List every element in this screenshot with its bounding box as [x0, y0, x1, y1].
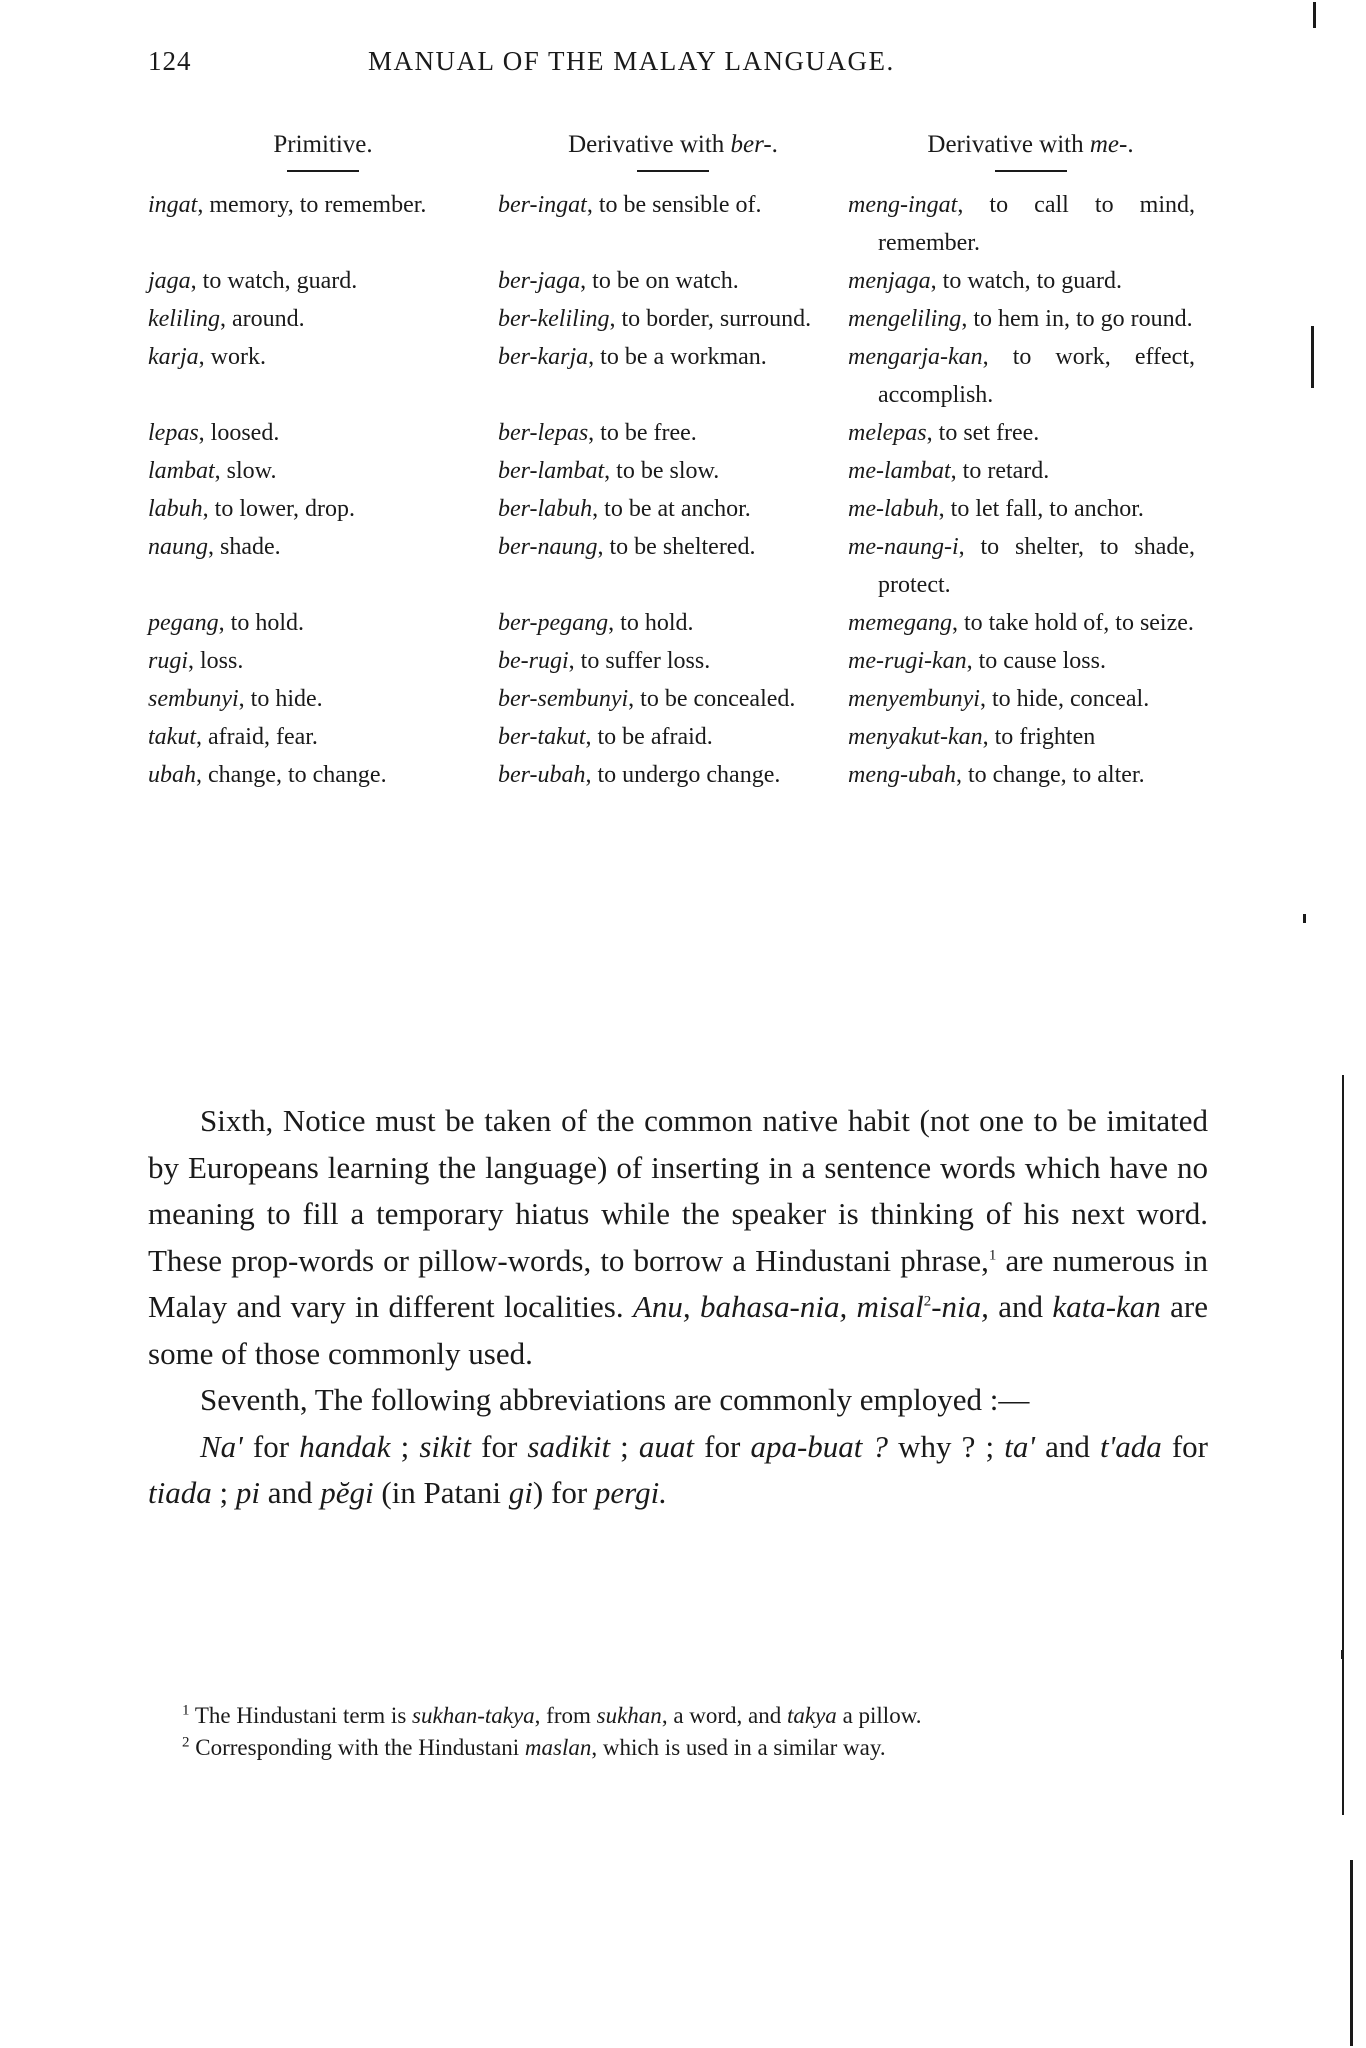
p1-text-c: and [988, 1289, 1053, 1324]
gloss: , to take hold of, to seize. [951, 610, 1194, 636]
table-cell [148, 642, 498, 680]
abbr-term: gi [508, 1475, 533, 1510]
abbr-term: sadikit [527, 1428, 611, 1464]
malay-word: ber-keliling [498, 306, 610, 332]
footnote-2-number: 2 [182, 1734, 190, 1751]
table-row [148, 262, 1213, 300]
abbr-term: ta' [1004, 1428, 1035, 1464]
table-cell [148, 186, 498, 262]
table-body [148, 186, 1213, 794]
col-header-ber-prefix: Derivative with [568, 131, 731, 158]
table-cell [148, 756, 498, 794]
scan-margin-mark [1350, 1860, 1353, 2046]
malay-word: ber-karja [498, 344, 589, 370]
gloss: , to be sensible of. [586, 192, 762, 218]
footnote-1 [148, 1700, 1208, 1732]
col-header-ber-affix: ber- [730, 131, 772, 158]
footnote-ref-2: 2 [923, 1293, 932, 1310]
vocab-entry [848, 528, 1195, 604]
abbr-text: why ? ; [888, 1428, 1005, 1464]
abbr-text: ) for [532, 1475, 595, 1510]
abbr-term: apa-buat ? [750, 1428, 888, 1464]
gloss: , to be a workman. [588, 344, 767, 370]
table-cell [848, 262, 1213, 300]
vocab-entry [848, 186, 1195, 262]
gloss: , to retard. [950, 458, 1050, 484]
malay-word: menyembunyi [848, 686, 980, 712]
table-cell [498, 756, 848, 794]
abbr-text: and [1034, 1428, 1100, 1464]
table-row [148, 718, 1213, 756]
table-cell [848, 642, 1213, 680]
table-cell [848, 680, 1213, 718]
table-cell [498, 300, 848, 338]
abbr-term: pergi. [594, 1475, 667, 1510]
table-cell [498, 680, 848, 718]
fn1-text-a: The Hindustani term is [189, 1703, 413, 1728]
p1-text-b: are numerous in Malay and vary in different localities. [148, 1242, 1208, 1324]
gloss: , to be afraid. [585, 724, 713, 750]
footnote-ref-1: 1 [988, 1247, 997, 1264]
table-cell [848, 756, 1213, 794]
p1-italic-1: Anu, bahasa-nia, misal [632, 1289, 924, 1324]
gloss: , to hold. [608, 610, 694, 636]
table-cell [498, 718, 848, 756]
table-cell [148, 414, 498, 452]
table-header-row [148, 126, 1213, 186]
malay-word: pegang [148, 610, 219, 636]
malay-word: karja [148, 344, 199, 370]
table-cell [848, 528, 1213, 604]
gloss: , to hold. [218, 610, 304, 636]
table-cell [498, 262, 848, 300]
abbr-term: Na' [200, 1428, 243, 1464]
table-cell [848, 414, 1213, 452]
col-header-primitive [148, 126, 498, 186]
paragraph-seventh: Seventh, The following abbreviations are commonly employed :— [200, 1382, 1030, 1417]
vocab-entry [498, 186, 830, 224]
col-header-me-suffix: . [1127, 131, 1134, 158]
body-text [148, 1098, 1208, 1517]
gloss: , loss. [188, 648, 244, 674]
running-title: MANUAL OF THE MALAY LANGUAGE. [368, 46, 895, 76]
malay-word: menjaga [848, 268, 931, 294]
gloss: , to be on watch. [580, 268, 739, 294]
malay-word: ber-takut [498, 724, 586, 750]
abbr-term: pi [235, 1475, 260, 1510]
table-row [148, 414, 1213, 452]
gloss: , afraid, fear. [196, 724, 318, 750]
scan-margin-mark [1341, 1650, 1344, 1659]
gloss: , around. [219, 306, 305, 332]
col-header-me-affix: me- [1089, 131, 1128, 158]
gloss: , to be concealed. [628, 686, 796, 712]
fn1-italic-2: sukhan [596, 1703, 662, 1728]
abbr-term: tiada [148, 1475, 212, 1510]
abbr-text: for [694, 1428, 751, 1464]
malay-word: ber-pegang [498, 610, 609, 636]
p1-text-d: are some of those commonly used. [148, 1289, 1208, 1371]
table-cell [148, 528, 498, 604]
malay-word: ubah [148, 762, 196, 788]
gloss: , memory, to remember. [197, 192, 427, 218]
table-row [148, 680, 1213, 718]
malay-word: jaga [148, 268, 191, 294]
scan-margin-mark [1313, 2, 1316, 28]
table-cell [848, 604, 1213, 642]
abbr-text: for [242, 1428, 300, 1464]
vocab-entry [498, 414, 830, 452]
gloss: , to change, to alter. [955, 762, 1145, 788]
vocab-entry [848, 680, 1195, 718]
malay-word: ber-sembunyi [498, 686, 629, 712]
table-cell [148, 452, 498, 490]
footnote-2 [148, 1732, 1208, 1764]
table-cell [848, 338, 1213, 414]
malay-word: ber-ingat [498, 192, 587, 218]
malay-word: ber-lambat [498, 458, 605, 484]
table-row [148, 756, 1213, 794]
malay-word: takut [148, 724, 196, 750]
vocab-entry [498, 642, 830, 680]
vocab-entry [498, 604, 830, 642]
table-cell [498, 604, 848, 642]
vocab-entry [848, 300, 1195, 338]
vocab-entry [848, 718, 1195, 756]
vocab-entry [848, 490, 1195, 528]
gloss: , to be slow. [604, 458, 720, 484]
gloss: , to undergo change. [585, 762, 781, 788]
fn2-text-a: Corresponding with the Hindustani [189, 1735, 525, 1760]
derivatives-table [148, 126, 1213, 794]
page-number: 124 [148, 46, 192, 76]
gloss: , to be sheltered. [597, 534, 756, 560]
abbr-term: t'ada [1099, 1428, 1162, 1464]
vocab-entry [148, 642, 480, 680]
gloss: , to call to mind, remember. [878, 192, 1195, 256]
footnotes [148, 1700, 1208, 1764]
abbr-term: pĕgi [320, 1475, 374, 1510]
malay-word: ber-jaga [498, 268, 581, 294]
gloss: , to watch, guard. [190, 268, 358, 294]
gloss: , slow. [214, 458, 277, 484]
malay-word: lambat [148, 458, 215, 484]
vocab-entry [498, 718, 830, 756]
abbr-term: auat [638, 1428, 695, 1464]
vocab-entry [148, 338, 480, 376]
vocab-entry [498, 452, 830, 490]
col-header-me-prefix: Derivative with [927, 131, 1090, 158]
vocab-entry [148, 528, 480, 566]
malay-word: meng-ingat [848, 192, 958, 218]
col-header-ber [498, 126, 848, 186]
vocab-entry [848, 262, 1195, 300]
malay-word: mengarja-kan [848, 344, 983, 370]
abbr-text: for [1161, 1428, 1208, 1464]
vocab-entry [148, 680, 480, 718]
table-cell [848, 718, 1213, 756]
malay-word: melepas [848, 420, 927, 446]
gloss: , to be free. [588, 420, 697, 446]
vocab-entry [848, 452, 1195, 490]
malay-word: memegang [848, 610, 952, 636]
vocab-entry [848, 338, 1195, 414]
gloss: , to watch, to guard. [930, 268, 1122, 294]
col-header-me [848, 126, 1213, 186]
vocab-entry [498, 756, 830, 794]
vocab-entry [498, 262, 830, 300]
table-cell [148, 338, 498, 414]
gloss: , loosed. [198, 420, 280, 446]
gloss: , to hide, conceal. [979, 686, 1150, 712]
malay-word: mengeliling [848, 306, 962, 332]
gloss: , to be at anchor. [592, 496, 751, 522]
table-cell [148, 604, 498, 642]
scan-margin-mark [1303, 914, 1306, 923]
vocab-entry [848, 642, 1195, 680]
abbr-text: for [471, 1428, 528, 1464]
malay-word: be-rugi [498, 648, 569, 674]
p1-italic-3: kata-kan [1052, 1289, 1161, 1324]
abbr-text: (in Patani [373, 1475, 509, 1510]
gloss: , to suffer loss. [568, 648, 711, 674]
page-header [148, 46, 1208, 86]
table-cell [848, 490, 1213, 528]
malay-word: me-rugi-kan [848, 648, 967, 674]
gloss: , to let fall, to anchor. [938, 496, 1144, 522]
vocab-entry [148, 604, 480, 642]
malay-word: ingat [148, 192, 198, 218]
abbr-text: ; [390, 1428, 420, 1464]
table-row [148, 642, 1213, 680]
table-row [148, 452, 1213, 490]
table-row [148, 338, 1213, 414]
malay-word: rugi [148, 648, 189, 674]
malay-word: me-lambat [848, 458, 951, 484]
vocab-entry [498, 300, 830, 338]
table-cell [498, 414, 848, 452]
table-cell [498, 338, 848, 414]
table-cell [498, 452, 848, 490]
gloss: , to frighten [982, 724, 1096, 750]
abbr-text: ; [211, 1475, 236, 1510]
vocab-entry [148, 414, 480, 452]
malay-word: ber-naung [498, 534, 598, 560]
fn1-text-b: , from [534, 1703, 597, 1728]
fn1-text-c: , a word, and [661, 1703, 787, 1728]
p1-text-a: Sixth, Notice must be taken of the common native habit (not one to be imitated by Europeans learning the language) of inserting in a sentence words which have no meaning to fill a temporary hiatus while the speaker is thinking of his next word. These prop-words or pillow-words, to borrow a Hindustani phrase, [148, 1103, 1208, 1278]
malay-word: me-naung-i [848, 534, 959, 560]
table-cell [848, 300, 1213, 338]
table-cell [848, 452, 1213, 490]
table-cell [148, 300, 498, 338]
abbr-text: ; [610, 1428, 639, 1464]
table-row [148, 186, 1213, 262]
gloss: , change, to change. [196, 762, 387, 788]
gloss: , to hide. [238, 686, 323, 712]
table-cell [148, 680, 498, 718]
fn1-italic-3: takya [787, 1703, 837, 1728]
malay-word: labuh [148, 496, 203, 522]
gloss: , to border, surround. [609, 306, 812, 332]
gloss: , work. [198, 344, 266, 370]
vocab-entry [148, 452, 480, 490]
vocab-entry [148, 490, 480, 528]
vocab-entry [498, 490, 830, 528]
p1-italic-2: -nia, [931, 1289, 989, 1324]
malay-word: lepas [148, 420, 199, 446]
malay-word: meng-ubah [848, 762, 956, 788]
table-row [148, 604, 1213, 642]
gloss: , to lower, drop. [202, 496, 356, 522]
malay-word: me-labuh [848, 496, 939, 522]
malay-word: ber-ubah [498, 762, 586, 788]
table-cell [148, 490, 498, 528]
gloss: , shade. [208, 534, 281, 560]
vocab-entry [848, 604, 1195, 642]
vocab-entry [148, 186, 480, 224]
malay-word: ber-labuh [498, 496, 593, 522]
table-cell [148, 718, 498, 756]
vocab-entry [498, 680, 830, 718]
header-rule [995, 170, 1067, 172]
abbr-term: handak [299, 1428, 391, 1464]
gloss: , to cause loss. [966, 648, 1106, 674]
vocab-entry [148, 756, 480, 794]
paragraph-sixth [148, 1098, 1208, 1377]
table-row [148, 528, 1213, 604]
gloss: , to set free. [926, 420, 1040, 446]
table-cell [498, 490, 848, 528]
fn2-text-b: , which is used in a similar way. [591, 1735, 886, 1760]
vocab-entry [498, 528, 830, 566]
vocab-entry [848, 756, 1195, 794]
table-row [148, 490, 1213, 528]
malay-word: keliling [148, 306, 220, 332]
vocab-entry [148, 262, 480, 300]
gloss: , to hem in, to go round. [961, 306, 1193, 332]
malay-word: sembunyi [148, 686, 239, 712]
paragraph-abbreviations [148, 1424, 1208, 1517]
table-cell [498, 186, 848, 262]
table-cell [498, 642, 848, 680]
fn1-text-d: a pillow. [836, 1703, 922, 1728]
malay-word: naung [148, 534, 208, 560]
abbr-term: sikit [419, 1428, 471, 1464]
table-cell [498, 528, 848, 604]
gloss: , to work, effect, accomplish. [878, 344, 1195, 408]
col-header-primitive-label: Primitive. [273, 131, 373, 158]
table-cell [148, 262, 498, 300]
col-header-ber-suffix: . [771, 131, 778, 158]
table-row [148, 300, 1213, 338]
vocab-entry [148, 718, 480, 756]
header-rule [637, 170, 709, 172]
malay-word: ber-lepas [498, 420, 589, 446]
vocab-entry [848, 414, 1195, 452]
footnote-1-number: 1 [182, 1702, 190, 1719]
scan-margin-mark [1311, 326, 1314, 388]
gloss: , to shelter, to shade, protect. [878, 534, 1195, 598]
table-cell [848, 186, 1213, 262]
abbr-text: and [259, 1475, 321, 1510]
header-rule [287, 170, 359, 172]
fn2-italic-1: maslan [524, 1735, 592, 1760]
vocab-entry [148, 300, 480, 338]
fn1-italic-1: sukhan-takya [412, 1703, 535, 1728]
malay-word: menyakut-kan [848, 724, 983, 750]
scan-margin-mark [1342, 1075, 1344, 1815]
vocab-entry [498, 338, 830, 376]
